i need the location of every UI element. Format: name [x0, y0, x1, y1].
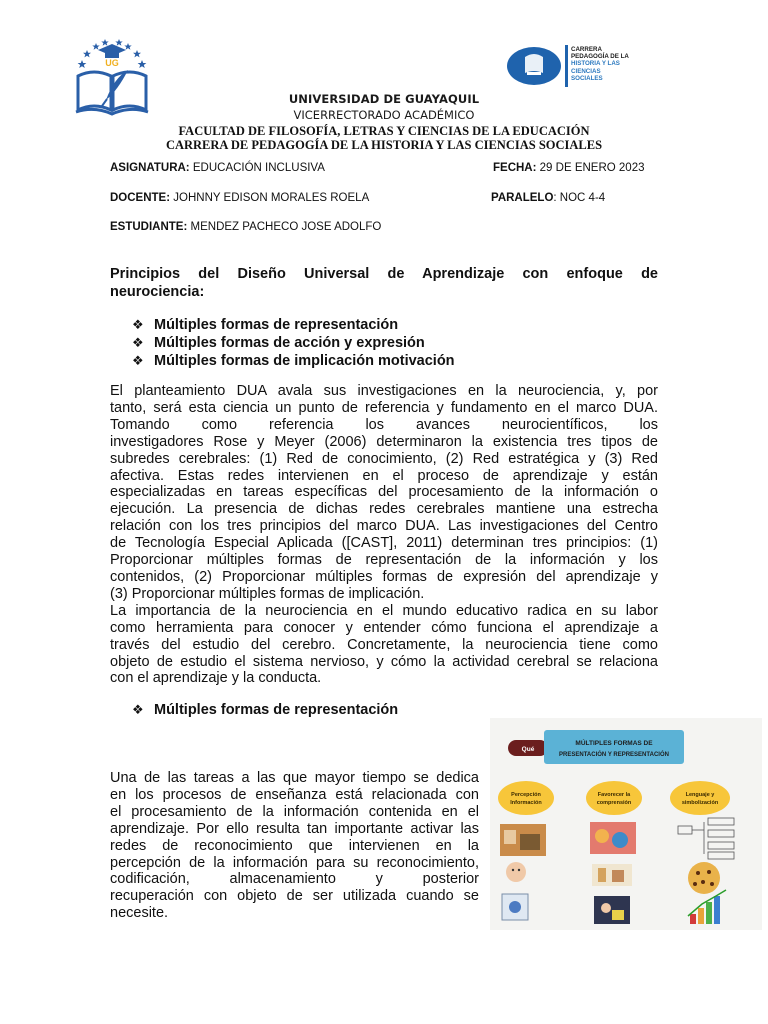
text-line: con el aprendizaje y la conducta.: [110, 670, 322, 687]
student-value: MENDEZ PACHECO JOSE ADOLFO: [190, 221, 382, 233]
career-logo: [507, 42, 650, 90]
que-label: Qué: [521, 746, 535, 753]
text-line: través del estudio del cerebro. Concretamente, la neurociencia tiene como: [110, 636, 658, 653]
diamond-bullet-icon: ❖: [132, 702, 144, 717]
subject-value: EDUCACIÓN INCLUSIVA: [192, 162, 325, 174]
career-logo-divider: [565, 45, 568, 87]
text-line: redes de reconocimiento que intervienen en la: [110, 837, 479, 854]
text-line: ejecución. La presencia de dichas redes cerebrales mantiene una estrecha: [110, 501, 658, 518]
list-item: [132, 352, 455, 370]
career-logo-line: CARRERA: [571, 46, 602, 53]
date-label: FECHA:: [493, 162, 537, 174]
career-name: CARRERA DE PEDAGOGÍA DE LA HISTORIA Y LAS CIENCIAS SOCIALES: [165, 138, 603, 152]
text-line: codificación, almacenamiento y posterior: [110, 871, 479, 888]
text-line: Tomando como referencia los avances neurocientíficos, los: [110, 416, 658, 433]
body-paragraph: [110, 383, 658, 687]
section-value: : NOC 4-4: [553, 192, 606, 204]
title-banner: [544, 730, 684, 764]
section-title-line: neurociencia:: [110, 284, 205, 300]
list-item-text: Múltiples formas de representación: [154, 317, 399, 333]
text-line: aprendizaje. Por ello resulta tan importante activar las: [110, 820, 479, 837]
teacher-label: DOCENTE:: [110, 192, 171, 204]
diamond-bullet-icon: ❖: [132, 353, 144, 368]
vice-rectorate: VICERRECTORADO ACADÉMICO: [293, 108, 475, 122]
text-line: de Tecnología Especial Aplicada ([CAST], 2011) determinan tres principios: (1): [110, 535, 658, 552]
university-name: UNIVERSIDAD DE GUAYAQUIL: [288, 92, 480, 106]
career-logo-text: [571, 46, 650, 82]
date-value: 29 DE ENERO 2023: [539, 162, 645, 174]
text-line: El planteamiento DUA avala sus investigaciones en la neurociencia, y, por: [110, 383, 658, 399]
text-line: especializadas en tareas específicas del procesamiento de la información o: [110, 484, 658, 501]
career-logo-line: HISTORIA Y LAS CIENCIAS: [571, 60, 620, 75]
teacher-field: [110, 192, 369, 204]
student-label: ESTUDIANTE:: [110, 221, 188, 233]
bubble-text: simbolización: [681, 800, 719, 806]
text-line: percepción de la información para su reconocimiento,: [110, 854, 479, 871]
text-line: objeto de estudio el sistema nervioso, y cómo la actividad cerebral se relaciona: [110, 653, 658, 670]
representation-paragraph: [110, 770, 479, 922]
list-item-text: Múltiples formas de implicación motivación: [154, 353, 455, 369]
bubble-text: Favorecer la: [597, 792, 631, 798]
section-label: PARALELO: [491, 192, 554, 204]
subheading-text: Múltiples formas de representación: [154, 702, 399, 718]
diamond-bullet-icon: ❖: [132, 335, 144, 350]
teacher-value: JOHNNY EDISON MORALES ROELA: [173, 192, 370, 204]
bubble-perception: [498, 781, 554, 815]
list-item: [132, 316, 455, 334]
text-line: Proporcionar múltiples formas de representación de la información y los: [110, 552, 658, 569]
diamond-bullet-icon: ❖: [132, 317, 144, 332]
career-logo-line: PEDAGOGÍA DE LA: [571, 53, 629, 61]
svg-text:UG: UG: [105, 58, 119, 68]
text-line: La importancia de la neurociencia en el mundo educativo radica en su labor: [110, 602, 658, 619]
text-line: contenidos, (2) Proporcionar múltiples formas de expresión del aprendizaje y: [110, 568, 658, 585]
text-line: afectiva. Estas redes intervienen en el proceso de aprendizaje y están: [110, 467, 658, 484]
bubble-text: comprensión: [596, 800, 632, 806]
bubble-text: Percepción: [511, 792, 541, 798]
cookie-image: [688, 862, 720, 894]
text-line: subredes cerebrales: (1) Red de conocimiento, (2) Red estratégica y (3) Red: [110, 450, 658, 467]
title-line: MÚLTIPLES FORMAS DE: [575, 740, 653, 747]
career-logo-line: SOCIALES: [571, 74, 603, 82]
faculty-name: FACULTAD DE FILOSOFÍA, LETRAS Y CIENCIAS DE LA EDUCACIÓN: [178, 124, 590, 138]
section-field: [491, 192, 605, 204]
principles-list: [132, 316, 455, 370]
date-field: [493, 162, 645, 174]
subheading: [132, 702, 398, 718]
text-line: relación con los tres principios del marco DUA. Las investigaciones del Centro: [110, 518, 658, 535]
section-title-line: Principios del Diseño Universal de Aprendizaje con enfoque de: [110, 266, 658, 282]
text-line: como herramienta para conocer y entender cómo funciona el aprendizaje a: [110, 619, 658, 636]
student-field: [110, 221, 381, 233]
bubble-comprehension: [586, 781, 642, 815]
text-line: en los procesos de enseñanza está relacionada con: [110, 786, 479, 803]
text-line: el procesamiento de la información contenida en el: [110, 803, 479, 820]
subject-field: [110, 162, 325, 174]
text-line: necesite.: [110, 905, 169, 922]
title-line: PRESENTACIÓN Y REPRESENTACIÓN: [559, 752, 669, 758]
bubble-text: Lenguaje y: [685, 792, 715, 798]
list-item-text: Múltiples formas de acción y expresión: [154, 335, 425, 351]
text-line: Una de las tareas a las que mayor tiempo se dedica: [110, 770, 479, 786]
text-line: recuperación con objeto de ser utilizada cuando se: [110, 888, 479, 905]
section-title: [110, 265, 658, 301]
bubble-language: [670, 781, 730, 815]
text-line: investigadores Rose y Meyer (2006) determinaron la existencia tres tipos de: [110, 433, 658, 450]
child-photo: [506, 862, 526, 882]
text-line: (3) Proporcionar múltiples formas de implicación.: [110, 585, 425, 602]
list-item: [132, 334, 455, 352]
subject-label: ASIGNATURA:: [110, 162, 190, 174]
career-logo-emblem: [507, 47, 561, 85]
representation-infographic: [490, 718, 762, 930]
text-line: tanto, será esta ciencia un punto de referencia y fundamento en el marco DUA.: [110, 399, 658, 416]
bubble-text: Información: [510, 800, 542, 806]
